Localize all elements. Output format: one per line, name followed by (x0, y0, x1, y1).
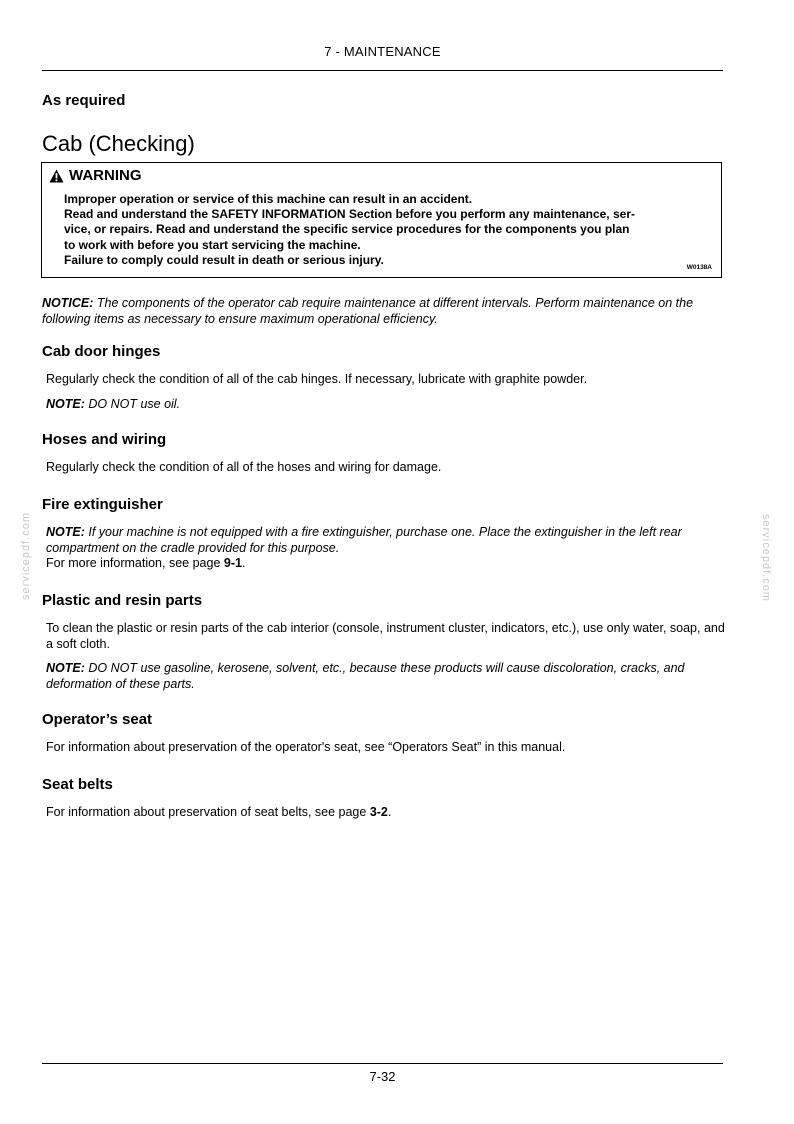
section-title-cab-door-hinges: Cab door hinges (42, 343, 161, 360)
watermark-left: servicepdf.com (20, 512, 32, 600)
notice-label: NOTICE: (42, 296, 94, 310)
fire-extinguisher-note (46, 525, 726, 556)
warning-line: Improper operation or service of this machine can result in an accident. (64, 192, 473, 206)
warning-line: Read and understand the SAFETY INFORMATION Section before you perform any maintenance, ser- (64, 207, 635, 222)
page-reference: 9-1 (223, 556, 242, 570)
watermark-right: servicepdf.com (760, 514, 772, 602)
note-label: NOTE: (46, 397, 85, 411)
section-title-plastic-resin: Plastic and resin parts (42, 592, 203, 609)
warning-line: Failure to comply could result in death or serious injury. (64, 252, 384, 267)
notice-text: The components of the operator cab require maintenance at different intervals. Perform maintenance on the following items as necessary to ensure maximum operational efficiency. (42, 296, 694, 326)
note-label: NOTE: (46, 661, 85, 675)
fire-extinguisher-more-info (46, 556, 726, 572)
page-title: Cab (Checking) (42, 131, 195, 156)
operators-seat-body: For information about preservation of the operator's seat, see “Operators Seat” in this manual. (46, 740, 566, 754)
seat-belts-suffix: . (387, 805, 392, 819)
warning-body (64, 192, 706, 268)
seat-belts-prefix: For information about preservation of seat belts, see page (46, 805, 370, 819)
warning-line: vice, or repairs. Read and understand the specific service procedures for the components you plan (64, 222, 630, 237)
page-header: 7 - MAINTENANCE (324, 44, 441, 59)
footer-rule (42, 1063, 723, 1064)
note-label: NOTE: (46, 525, 85, 539)
seat-belts-body (46, 805, 726, 821)
section-title-fire-extinguisher: Fire extinguisher (42, 496, 163, 513)
more-info-suffix: . (241, 556, 246, 570)
plastic-resin-note (46, 661, 726, 692)
section-title-seat-belts: Seat belts (42, 776, 113, 793)
note-text: DO NOT use oil. (84, 397, 181, 411)
page-reference: 3-2 (369, 805, 388, 819)
header-rule (42, 70, 723, 71)
hoses-wiring-body: Regularly check the condition of all of the hoses and wiring for damage. (46, 460, 442, 474)
as-required-heading: As required (42, 92, 126, 109)
warning-code: W0138A (686, 264, 712, 271)
notice-paragraph (42, 296, 726, 327)
cab-door-hinges-body: Regularly check the condition of all of the cab hinges. If necessary, lubricate with graphite powder. (46, 372, 588, 386)
note-text: DO NOT use gasoline, kerosene, solvent, etc., because these products will cause discoloration, cracks, and deformation of these parts. (46, 661, 685, 691)
plastic-resin-body: To clean the plastic or resin parts of the cab interior (console, instrument cluster, indicators, etc.), use only water, soap, and a soft cloth. (46, 621, 725, 651)
section-title-hoses-wiring: Hoses and wiring (42, 431, 167, 448)
page-number: 7-32 (369, 1069, 396, 1084)
section-title-operators-seat: Operator’s seat (42, 711, 153, 728)
more-info-prefix: For more information, see page (46, 556, 224, 570)
warning-box (41, 162, 722, 278)
warning-header (49, 167, 142, 184)
warning-title: WARNING (69, 167, 142, 184)
note-text: If your machine is not equipped with a fire extinguisher, purchase one. Place the extinguisher in the left rear compartment on the cradle provided for this purpose. (46, 525, 682, 555)
warning-triangle-icon (49, 169, 64, 183)
cab-door-hinges-note (46, 397, 726, 413)
warning-line: to work with before you start servicing the machine. (64, 237, 361, 252)
